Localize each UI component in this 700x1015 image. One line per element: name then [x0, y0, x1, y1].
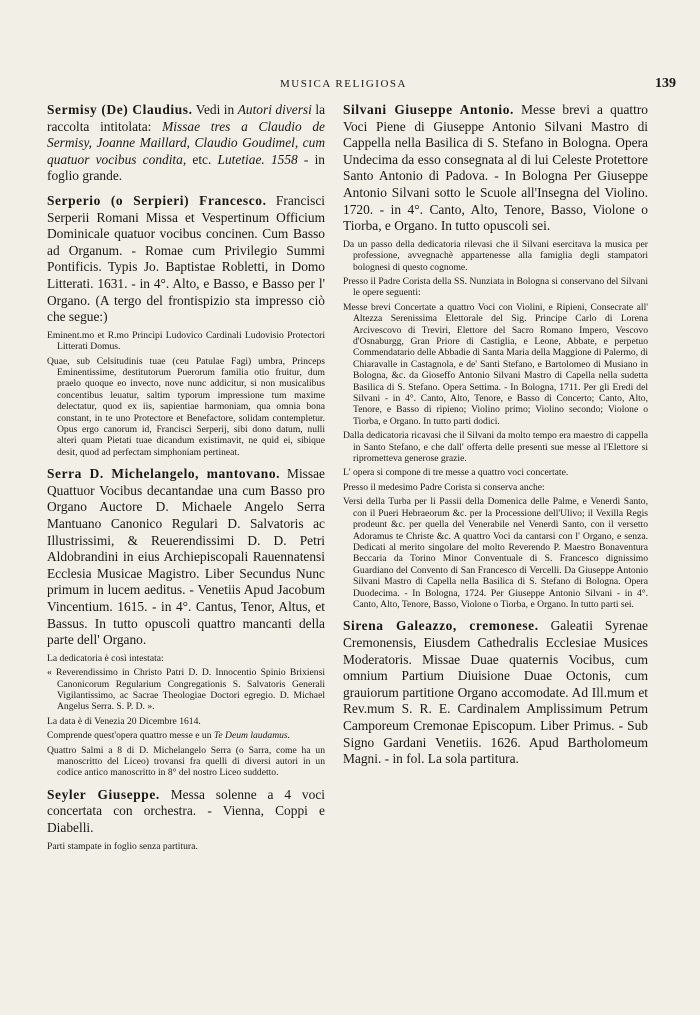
entry-text: Messe brevi a quattro Voci Piene di Giuseppe Antonio Silvani Mastro di Cappella nella Basilica di S. Stefano in Bologna. Opera Undecima da esso consegnata al di lui Celeste Protettore Santo Antonio di Padova. - In Bologna Per Giuseppe Antonio Silvani sotto le Scuole all'Insegna del Violino. 1720. - in 4°. Canto, Alto, Tenore, Basso, Violone o Tiorba, e Organo. In tutto opuscoli sei. — [343, 102, 648, 234]
entry-text: etc. — [186, 151, 218, 167]
page-number: 139 — [655, 76, 676, 91]
note: Quattro Salmi a 8 di D. Michelangelo Serra (o Sarra, come ha un manoscritto del Liceo) trovansi fra quelli di diversi autori in un codice antico manoscritto in 8° del nostro Liceo suddetto. — [47, 744, 325, 779]
entry-text: Galeatii Syrenae Cremonensis, Eiusdem Cathedralis Ecclesiae Musices Moderatoris. Missae Duae quaternis Vocibus, cum omnium Partium Diuisione Duae Octonis, cum grauiorum partitione Organo accomodate. Ad Ill.mum et Rev.mum S. R. E. Cardinalem Amplissimum Petrum Camporeum Cremonae Episcopum. Liber Primus. - Sub Signo Gardani Venetiis. 1626. Apud Bartholomeum Magni. - in fol. La sola partitura. — [343, 618, 648, 767]
headword: Seyler Giuseppe. — [47, 786, 160, 802]
note: Presso il Padre Corista della SS. Nunziata in Bologna si conservano del Silvani le opere seguenti: — [343, 275, 648, 299]
entry-seyler — [47, 787, 325, 837]
note: Parti stampate in foglio senza partitura. — [47, 840, 198, 852]
headword: Sermisy (De) Claudius. — [47, 102, 193, 117]
note-text-italic: Te Deum laudamus. — [213, 730, 291, 742]
headword: Sirena Galeazzo, cremonese. — [343, 618, 539, 634]
entry-text: Messa solenne a 4 voci concertata con orchestra. - Vienna, Coppi e Diabelli. — [47, 786, 325, 835]
note: La dedicatoria è così intestata: — [47, 652, 164, 664]
right-column — [343, 100, 648, 768]
entry-text: la raccolta intitolata: — [47, 102, 326, 134]
note: Presso il medesimo Padre Corista si conserva anche: — [343, 481, 545, 493]
entry-text: Francisci Serperii Romani Missa et Vespertinum Officium Dominicale quatuor vocibus concinen. Cum Basso ad Organum. - Romae cum Privilegio Summi Pontificis. Typis Jo. Baptistae Robletti, in Domo Litterati. 1631. - in 4°. Alto, e Basso, e Basso per l' Organo. (A tergo del frontispizio sta impresso ciò che segue:) — [47, 192, 326, 325]
entry-sermisy — [47, 102, 325, 185]
entry-serperio — [47, 193, 325, 326]
note: Messe brevi Concertate a quattro Voci con Violini, e Ripieni, Consecrate all' Altezza Serenissima Elettorale del Sig. Principe Carlo di Lorena Arcivescovo di Treviri, Elettore del Sacro Romano Impero, Vescovo d'Osnaburgg, Gran Priore di Castiglia, e Leone, Abbate, e perpetuo Commendatario delle Abbadie di Santa Maria della Maggione di Palermo, di Chiaravalle in Castagnola, e de' Santi Stefano, e Bartolomeo di Musiano in Bologna, &c. da Gioseffo Antonio Silvani Mastro di Capella nella sudetta Basilica di S. Stefano. Opera Settima. - In Bologna, 1711. Per gli Eredi del Silvani - in 4°. Canto, Alto, Tenore, e Basso di Concerto; Canto, Alto, Tenore, e Basso di ripieno; Violino primo; Violino secondo; Violone o Tiorba, e Organo. In tutto parti dodici. — [343, 301, 648, 427]
entry-silvani — [343, 102, 648, 235]
entry-text-italic: Lutetiae. 1558 — [217, 151, 298, 167]
headword: Serperio (o Serpieri) Francesco. — [47, 192, 267, 208]
note: Dalla dedicatoria ricavasi che il Silvani da molto tempo era maestro di cappella in Santo Stefano, e che dall' offerta delle presenti sue messe al l'Elettore si riprometteva generose grazie. — [343, 430, 648, 465]
entry-text: Missae Quattuor Vocibus decantandae una cum Basso pro Organo Auctore D. Michaele Angelo Serra Mantuano Canonico Regulari D. Salvatoris ac Illustrissimi, & Reuerendissimi D. D. Petri Aldobrandini in eius Archiepiscopali Rauennatensi Ecclesia Musicae Magistro. Liber Secundus Nunc primum in lucem aeditus. - Venetiis Apud Jacobum Vincentium. 1615. - in 4°. Cantus, Tenor, Altus, et Bassus. In tutto opuscoli quattro mancanti della parte dell' Organo. — [47, 466, 325, 648]
note — [47, 730, 325, 741]
note: « Reverendissimo in Christo Patri D. D. Innocentio Spinio Brixiensi Canonicorum Regularium Congregationis S. Salvatoris Generali Vigilantissimo, ac Sacrae Theologiae Doctori egregio. D. Michael Angelus Serra. S. P. D. ». — [47, 667, 325, 713]
headword: Silvani Giuseppe Antonio. — [343, 102, 514, 117]
running-header — [0, 76, 700, 96]
entry-sirena — [343, 618, 648, 767]
running-title: MUSICA RELIGIOSA — [280, 78, 407, 90]
entry-text: Vedi in — [192, 102, 238, 117]
note-text: Comprende quest'opera quattro messe e un — [47, 730, 214, 742]
note: Da un passo della dedicatoria rilevasi che il Silvani esercitava la musica per professione, avvegnachè appartenesse alla famiglia degli stampatori bolognesi di questo cognome. — [343, 238, 648, 273]
note: Versi della Turba per li Passii della Domenica delle Palme, e Venerdì Santo, con il Pueri Hebraeorum &c. per la Processione dell'Ulivo; il Vexilla Regis prodeunt &c. per quella del Venerabile nel Venerdì Santo, con il versetto Adoramus te Christe &c. A quattro Voci da cantarsi con l' Organo, e senza. Dedicati al merito singolare del molto Reverendo P. Maestro Bonaventura Beccaria da Torino Minor Conventuale di S. Francesco dignissimo Guardiano del Convento di San Francesco di Vercelli. Da Giuseppe Antonio Silvani Mastro di Capella nella Basilica di S. Stefano di Bologna. Opera Duodecima. - In Bologna, 1724. Per Giuseppe Antonio Silvani - in 4°. Canto, Alto, Tenore, Basso, Violone o Tiorba, e Organo. In tutto parti sei. — [343, 496, 648, 610]
headword: Serra D. Michelangelo, mantovano. — [47, 466, 281, 482]
entry-serra — [47, 466, 325, 649]
note: L' opera si compone di tre messe a quattro voci concertate. — [343, 467, 569, 479]
note: Quae, sub Celsitudinis tuae (ceu Patulae Fagi) umbra, Princeps Eminentissime, destitutorum Puerorum familia otio fruitur, dum praelo quoque eo invecto, nove nunc addicitur, si non musicalibus concentibus leuatur, saltim typorum impressione tum maxime delectatur, quod ex iis, sapientiae harmoniam, qua omnia bona constant, in te uno Protectore et Benefactore, solidam contempletur. Opus ergo canorum id, Francisci Serperij, sibi dono datum, nulli alteri quam Pietati tuae dicandum existimavit, ne quid ei, sibique desit, quod ad perfectam simphoniam pertineat. — [47, 355, 325, 458]
note: Eminent.mo et R.mo Principi Ludovico Cardinali Ludovisio Protectori Litterati Domus. — [47, 329, 325, 353]
entry-text-italic: Missae tres a Claudio de Sermisy, Joanne Maillard, Claudio Goudimel, cum quatuor vocibus condita, — [47, 118, 325, 167]
note: La data è di Venezia 20 Dicembre 1614. — [47, 715, 201, 727]
entry-text-italic: Autori diversi — [237, 102, 312, 117]
entry-text: - in foglio grande. — [47, 151, 325, 184]
left-column — [47, 100, 325, 852]
